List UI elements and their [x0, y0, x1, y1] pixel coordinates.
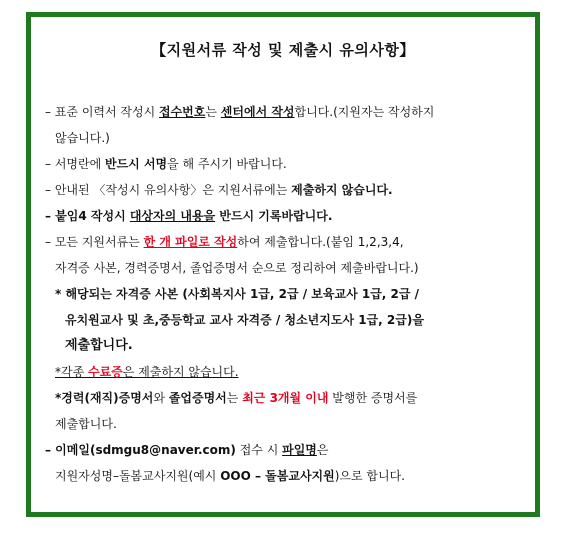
emphasis-text: 반드시 서명 — [105, 157, 168, 171]
item-text: *각종 — [55, 365, 88, 379]
item-single-file — [45, 229, 521, 255]
emphasis-text: *경력(재직)증명서 — [55, 391, 154, 405]
item-text: 해당되는 자격증 사본 (사회복지사 1급, 2급 / 보육교사 1급, 2급 / — [61, 287, 420, 301]
item-signature — [45, 151, 521, 177]
item-completion-cert — [45, 359, 521, 385]
item-email-cont — [45, 463, 521, 489]
item-text: 는 — [226, 391, 243, 405]
item-text: 와 — [153, 391, 169, 405]
item-text: 표준 이력서 작성시 — [51, 105, 159, 119]
star-bullet: * — [55, 287, 62, 301]
highlight-text: 한 개 파일로 작성 — [143, 235, 238, 249]
item-single-file-cont — [45, 255, 521, 281]
item-certificates-cont2 — [45, 333, 521, 359]
item-text: )으로 합니다. — [334, 469, 405, 483]
highlight-text: 최근 3개월 이내 — [242, 391, 329, 405]
item-text: 서명란에 — [51, 157, 105, 171]
item-text: 은 제출하지 않습니다. — [122, 365, 239, 379]
item-text: 안내된 〈작성시 유의사항〉은 지원서류에는 — [51, 183, 292, 197]
item-text: 을 해 주시기 바랍니다. — [167, 157, 287, 171]
item-text: 제출합니다. — [55, 417, 117, 431]
item-text: 지원자성명–돌봄교사지원(예시 — [55, 469, 221, 483]
dash-bullet: – — [45, 443, 51, 457]
item-text: 은 — [316, 443, 329, 457]
item-certificates-cont — [45, 307, 521, 333]
item-text: 발행한 증명서를 — [328, 391, 418, 405]
emphasis-text: 제출하지 않습니다. — [291, 183, 393, 197]
item-guidelines — [45, 177, 521, 203]
item-employment-cert — [45, 385, 521, 411]
item-text: 하여 제출합니다.(붙임 1,2,3,4, — [237, 235, 404, 249]
item-text: 제출합니다. — [65, 338, 133, 353]
item-receipt-number — [45, 99, 521, 125]
item-text: 접수 시 — [235, 443, 283, 457]
dash-bullet: – — [45, 183, 51, 197]
emphasis-text: 졸업증명서 — [168, 391, 227, 405]
item-text: 반드시 기록바랍니다. — [215, 209, 333, 223]
notice-frame — [26, 12, 540, 517]
item-text: 모든 지원서류는 — [51, 235, 144, 249]
item-text: 않습니다.) — [55, 131, 110, 145]
emphasis-text: 접수번호 — [159, 105, 206, 119]
emphasis-text: 대상자의 내용을 — [129, 209, 216, 223]
dash-bullet: – — [45, 235, 51, 249]
highlight-text: 수료증 — [88, 365, 123, 379]
item-receipt-number-cont — [45, 125, 521, 151]
item-text: 합니다.(지원자는 작성하지 — [294, 105, 435, 119]
dash-bullet: – — [45, 105, 51, 119]
item-email — [45, 437, 521, 463]
item-certificates — [45, 281, 521, 307]
emphasis-text: 센터에서 작성 — [220, 105, 295, 119]
email-address: 이메일(sdmgu8@naver.com) — [51, 443, 236, 457]
dash-bullet: – — [45, 209, 51, 223]
dash-bullet: – — [45, 157, 51, 171]
emphasis-text: OOO – 돌봄교사지원 — [220, 469, 335, 483]
notice-content — [45, 99, 521, 489]
item-text: 는 — [205, 105, 221, 119]
item-attachment4 — [45, 203, 521, 229]
item-text: 붙임4 작성시 — [51, 209, 130, 223]
item-text: 자격증 사본, 경력증명서, 졸업증명서 순으로 정리하여 제출바랍니다.) — [55, 261, 419, 275]
notice-title: 【지원서류 작성 및 제출시 유의사항】 — [151, 41, 415, 59]
item-employment-cert-cont — [45, 411, 521, 437]
emphasis-text: 파일명 — [282, 443, 317, 457]
item-text: 유치원교사 및 초,중등학교 교사 자격증 / 청소년지도사 1급, 2급)을 — [65, 313, 424, 327]
